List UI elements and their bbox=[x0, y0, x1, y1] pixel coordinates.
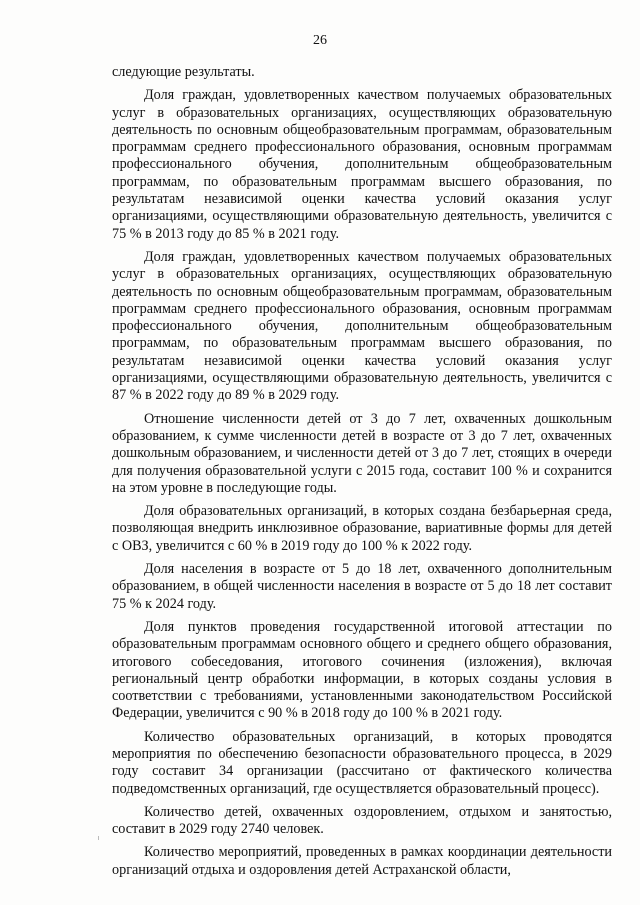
paragraph-preschool-coverage: Отношение численности детей от 3 до 7 лет, охваченных дошкольным образованием, к сумме численности детей в возрасте от 3 до 7 лет, охваченных дошкольным образованием, и численности детей от 3 до 7 лет, стоящих в очереди для получения образовательной услуги с 2015 года, составит 100 % и сохранится на этом уровне в последующие годы. bbox=[112, 410, 612, 496]
paragraph-continuation: следующие результаты. bbox=[112, 64, 255, 80]
page-number: 26 bbox=[313, 33, 327, 48]
paragraph-satisfaction-2013-2021: Доля граждан, удовлетворенных качеством получаемых образовательных услуг в образовательных организациях, осуществляющих образовательную деятельность по основным общеобразовательным программам, образовательным программам среднего профессионального образования, основным программам профессионального обучения, дополнительным общеобразовательным программам, по образовательным программам высшего образования, по результатам независимой оценки качества условий оказания услуг организациями, осуществляющими образовательную деятельность, увеличится с 75 % в 2013 году до 85 % в 2021 году. bbox=[112, 87, 612, 242]
body-text bbox=[112, 64, 612, 885]
paragraph-children-recreation: Количество детей, охваченных оздоровлением, отдыхом и занятостью, составит в 2029 году 2740 человек. bbox=[112, 803, 612, 838]
paragraph-barrier-free: Доля образовательных организаций, в которых создана безбарьерная среда, позволяющая внедрить инклюзивное образование, вариативные формы для детей с ОВЗ, увеличится с 60 % в 2019 году до 100 % к 2022 году. bbox=[112, 503, 612, 554]
paragraph-coordination-events: Количество мероприятий, проведенных в рамках координации деятельности организаций отдыха и оздоровления детей Астраханской области, bbox=[112, 844, 612, 878]
scan-mark bbox=[98, 836, 99, 840]
paragraph-safety-organizations: Количество образовательных организаций, в которых проводятся мероприятия по обеспечению безопасности образовательного процесса, в 2029 году составит 34 организации (рассчитано от фактического количества подведомственных организаций, где осуществляется образовательный процесс). bbox=[112, 728, 612, 797]
paragraph-satisfaction-2022-2029: Доля граждан, удовлетворенных качеством получаемых образовательных услуг в образовательных организациях, осуществляющих образовательную деятельность по основным общеобразовательным программам, образовательным программам среднего профессионального образования, основным программам профессионального обучения, дополнительным общеобразовательным программам, по образовательным программам высшего образования, по результатам независимой оценки качества условий оказания услуг организациями, осуществляющими образовательную деятельность, увеличится с 87 % в 2022 году до 89 % в 2029 году. bbox=[112, 248, 612, 404]
paragraph-exam-points: Доля пунктов проведения государственной итоговой аттестации по образовательным программам основного общего и среднего общего образования, итогового собеседования, итогового сочинения (изложения), включая региональный центр обработки информации, в которых созданы условия в соответствии с требованиями, установленными законодательством Российской Федерации, увеличится с 90 % в 2018 году до 100 % в 2021 году. bbox=[112, 618, 612, 722]
paragraph-additional-education: Доля населения в возрасте от 5 до 18 лет, охваченного дополнительным образованием, в общей численности населения в возрасте от 5 до 18 лет составит 75 % к 2024 году. bbox=[112, 561, 612, 612]
